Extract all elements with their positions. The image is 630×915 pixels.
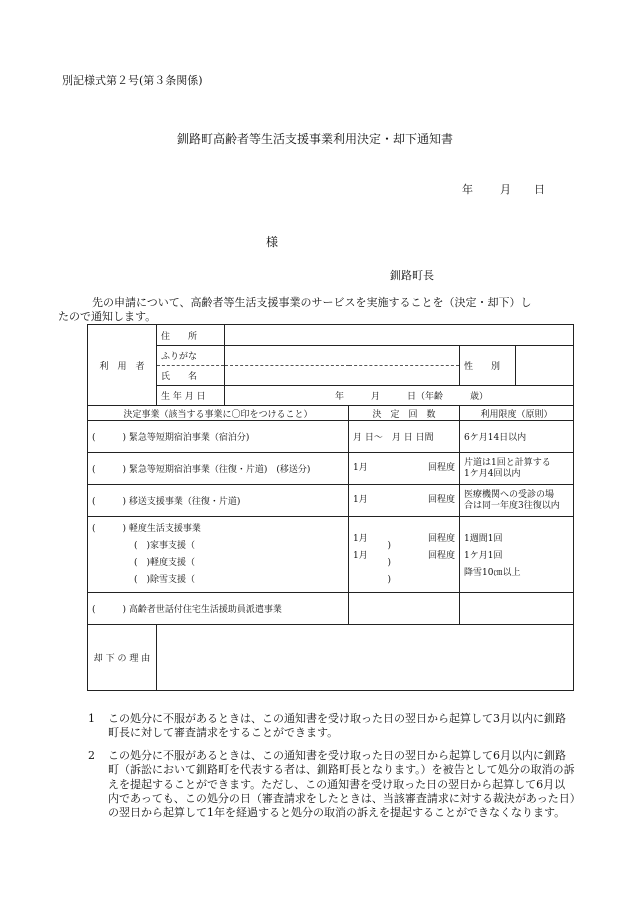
frequency-month: 1月: [353, 551, 368, 561]
intro-line-2: たので通知します。: [58, 310, 157, 323]
address-field[interactable]: [225, 325, 574, 346]
frequency-cell[interactable]: [349, 485, 460, 517]
name-field[interactable]: [225, 366, 460, 386]
limit-line: 1ケ月1回: [464, 551, 503, 561]
frequency-cell[interactable]: [349, 593, 460, 625]
limit-line: 合は同一年度3往復以内: [464, 500, 560, 511]
service-row: [88, 421, 574, 453]
service-row: [88, 453, 574, 485]
frequency-cell[interactable]: [349, 517, 460, 593]
note-item: [88, 712, 576, 741]
service-cell: ( ) 緊急等短期宿泊事業（往復・片道) (移送分): [88, 453, 349, 485]
service-row: [88, 593, 574, 625]
service-cell: ( ) 移送支援事業（往復・片道): [88, 485, 349, 517]
frequency-month: 1月: [353, 495, 368, 505]
service-cell: ( ) 高齢者世話付住宅生活援助員派遣事業: [88, 593, 349, 625]
note-number: 1: [88, 712, 95, 725]
limit-cell: [460, 485, 574, 517]
frequency-cell[interactable]: 月 日～ 月 日 日間: [349, 421, 460, 453]
limit-line: 1週間1回: [464, 534, 503, 544]
birth-label: 生 年 月 日: [157, 386, 225, 406]
limit-line: 1ケ月4回以内: [464, 468, 521, 479]
limit-line: 片道は1回と計算する: [464, 457, 551, 468]
service-row: [88, 485, 574, 517]
rejection-label: 却 下 の 理 由: [88, 625, 157, 691]
sub-item-housework: ( )家事支援（ ): [134, 540, 392, 551]
frequency-cell[interactable]: [349, 453, 460, 485]
limit-cell: [460, 517, 574, 593]
service-cell: ( ) 緊急等短期宿泊事業（宿泊分): [88, 421, 349, 453]
frequency-unit: 回程度: [427, 463, 455, 473]
limit-line: 降雪10㎝以上: [464, 568, 521, 578]
decision-form-table: [87, 324, 574, 691]
notes: [88, 712, 576, 829]
limit-cell: [460, 453, 574, 485]
form-number: 別記様式第２号(第３条関係): [62, 74, 203, 87]
frequency-month: 1月: [353, 463, 368, 473]
header-service: 決定事業（該当する事業に〇印をつけること）: [88, 406, 349, 421]
header-frequency: 決 定 回 数: [349, 406, 460, 421]
limit-cell: 6ケ月14日以内: [460, 421, 574, 453]
rejection-reason-field[interactable]: [157, 625, 574, 691]
note-text: この処分に不服があるときは、この通知書を受け取った日の翌日から起算して6月以内に釧路町（訴訟において釧路町を代表する者は、釧路町長となります。）を被告として処分の取消の訴えを提起することができます。ただし、この通知書を受け取った日の翌日から起算して6月以内であっても、この処分の日（審査請求をしたときは、当該審査請求に対する裁決があった日）の翌日から起算して1年を経過すると処分の取消の訴えを提起することができなくなります。: [108, 748, 576, 820]
frequency-unit: 回程度: [427, 495, 455, 505]
gender-field[interactable]: [516, 346, 574, 386]
note-number: 2: [88, 748, 95, 762]
limit-cell: [460, 593, 574, 625]
limit-line: 医療機関への受診の場: [464, 489, 555, 500]
note-text: この処分に不服があるときは、この通知書を受け取った日の翌日から起算して3月以内に釧路町長に対して審査請求をすることができます。: [108, 712, 566, 740]
birth-date-field[interactable]: 年 月 日（年齢 歳）: [225, 386, 574, 406]
intro-paragraph: [58, 296, 572, 324]
header-limit: 利用限度（原則）: [460, 406, 574, 421]
sub-item-light-support: ( )軽度支援（ ): [134, 557, 392, 568]
furigana-label: ふりがな: [157, 346, 225, 366]
gender-label: 性 別: [460, 346, 516, 386]
date-month-label: 月: [500, 183, 511, 196]
service-title: ( ) 軽度生活支援事業: [92, 523, 201, 534]
issue-date: [462, 181, 545, 197]
addressee-suffix: 様: [266, 235, 279, 249]
name-label: 氏 名: [157, 366, 225, 386]
furigana-field[interactable]: [225, 346, 460, 366]
intro-line-1: 先の申請について、高齢者等生活支援事業のサービスを実施することを（決定・却下）し: [92, 296, 532, 309]
user-label: 利 用 者: [88, 325, 157, 406]
service-row: [88, 517, 574, 593]
frequency-unit: 回程度: [427, 551, 455, 561]
issuer: 釧路町長: [390, 269, 434, 282]
frequency-month: 1月: [353, 534, 368, 544]
note-item: [88, 749, 576, 821]
date-day-label: 日: [534, 183, 545, 196]
sub-item-snow-removal: ( )除雪支援（ ): [134, 574, 392, 585]
address-label: 住 所: [157, 325, 225, 346]
frequency-unit: 回程度: [427, 534, 455, 544]
date-year-label: 年: [462, 183, 473, 196]
document-title: 釧路町高齢者等生活支援事業利用決定・却下通知書: [176, 132, 453, 146]
